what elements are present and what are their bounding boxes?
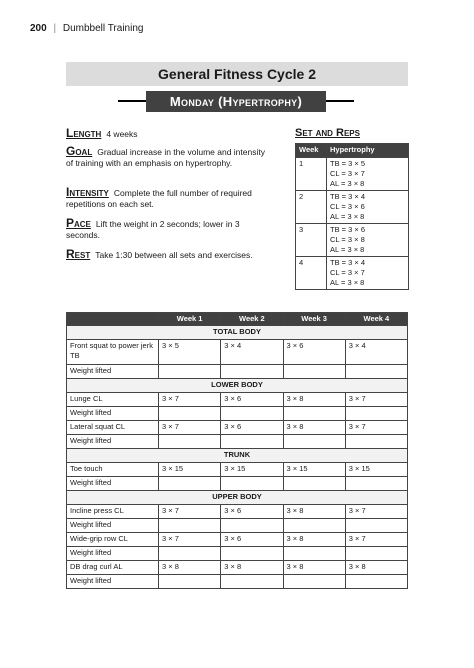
sets-reps-table [295,143,409,290]
weight-row [67,547,408,561]
schedule-header [67,313,159,326]
weight-cell [283,365,345,379]
prescription-cell [327,224,409,257]
weight-row [67,407,408,421]
sets-cell: 3 × 7 [345,393,407,407]
exercise-row [67,421,408,435]
exercise-name: DB drag curl AL [67,561,159,575]
weight-cell [283,435,345,449]
definition-pace [66,218,266,241]
running-head [30,23,143,34]
sets-cell: 3 × 8 [283,505,345,519]
schedule-header: Week 3 [283,313,345,326]
exercise-row [67,340,408,365]
sets-reps-header-row [296,144,409,158]
definition-text: 4 weeks [106,129,138,139]
weight-cell [345,435,407,449]
weight-cell [221,477,283,491]
sets-cell: 3 × 6 [283,340,345,365]
sets-cell: 3 × 7 [159,505,221,519]
definition-term: Rest [66,247,91,261]
section-row [67,491,408,505]
sets-reps-row [296,224,409,257]
exercise-name: Wide-grip row CL [67,533,159,547]
prescription-line: CL = 3 × 8 [330,235,365,244]
prescription-line: CL = 3 × 6 [330,202,365,211]
sets-reps-header: Hypertrophy [327,144,409,158]
weight-cell [221,365,283,379]
sets-cell: 3 × 6 [221,533,283,547]
weight-row [67,477,408,491]
section-heading: UPPER BODY [67,491,408,505]
sets-cell: 3 × 7 [159,393,221,407]
definition-text: Complete the full number of required repetitions on each set. [66,188,252,209]
weight-cell [159,547,221,561]
sets-cell: 3 × 7 [159,421,221,435]
weight-cell [345,575,407,589]
definition-intensity [66,187,266,210]
sets-cell: 3 × 6 [221,505,283,519]
week-number: 1 [296,158,327,191]
prescription-line: AL = 3 × 8 [330,278,365,287]
definition-goal [66,146,266,169]
sets-cell: 3 × 8 [283,561,345,575]
schedule-header: Week 2 [221,313,283,326]
sets-cell: 3 × 6 [221,393,283,407]
weight-cell [345,477,407,491]
sets-reps-header: Week [296,144,327,158]
weight-cell [283,477,345,491]
weight-cell [159,365,221,379]
sets-cell: 3 × 8 [345,561,407,575]
weight-cell [283,575,345,589]
exercise-row [67,505,408,519]
week-number: 3 [296,224,327,257]
page-number: 200 [30,23,47,34]
sets-cell: 3 × 8 [283,533,345,547]
sets-cell: 3 × 7 [345,421,407,435]
weight-cell [345,519,407,533]
weight-cell [345,365,407,379]
weight-cell [345,407,407,421]
section-row [67,379,408,393]
week-number: 2 [296,191,327,224]
prescription-line: TB = 3 × 4 [330,258,366,267]
prescription-cell [327,158,409,191]
definition-term: Pace [66,216,91,230]
prescription-cell [327,191,409,224]
sets-cell: 3 × 7 [159,533,221,547]
prescription-line: CL = 3 × 7 [330,169,365,178]
definition-term: Intensity [66,185,109,199]
weight-cell [159,519,221,533]
prescription-line: AL = 3 × 8 [330,212,365,221]
section-row [67,326,408,340]
prescription-line: CL = 3 × 7 [330,268,365,277]
sets-cell: 3 × 7 [345,505,407,519]
weight-cell [221,547,283,561]
schedule-header: Week 4 [345,313,407,326]
sets-reps-row [296,257,409,290]
sets-cell: 3 × 8 [283,421,345,435]
prescription-line: TB = 3 × 4 [330,192,366,201]
prescription-line: TB = 3 × 5 [330,159,366,168]
sets-cell: 3 × 8 [159,561,221,575]
week-number: 4 [296,257,327,290]
sets-cell: 3 × 8 [221,561,283,575]
sets-cell: 3 × 8 [283,393,345,407]
weight-cell [159,575,221,589]
weight-label: Weight lifted [67,435,159,449]
exercise-row [67,561,408,575]
definition-text: Lift the weight in 2 seconds; lower in 3 seconds. [66,219,240,240]
banner-rule-right [324,100,354,102]
section-heading: LOWER BODY [67,379,408,393]
section-heading: TRUNK [67,449,408,463]
sets-cell: 3 × 15 [221,463,283,477]
schedule-header: Week 1 [159,313,221,326]
weight-cell [283,547,345,561]
definition-term: Goal [66,144,93,158]
weight-row [67,575,408,589]
weight-cell [283,407,345,421]
exercise-name: Lateral squat CL [67,421,159,435]
definition-text: Gradual increase in the volume and intensity of training with an emphasis on hypertrophy. [66,147,265,168]
exercise-name: Toe touch [67,463,159,477]
weight-cell [159,477,221,491]
weight-label: Weight lifted [67,547,159,561]
day-banner: Monday (Hypertrophy) [146,91,326,112]
definition-text: Take 1:30 between all sets and exercises. [95,250,253,260]
weight-row [67,435,408,449]
sets-cell: 3 × 15 [345,463,407,477]
banner-rule-left [118,100,148,102]
weekly-schedule-table [66,312,408,589]
page-title: General Fitness Cycle 2 [66,62,408,86]
weight-cell [345,547,407,561]
definition-term: Length [66,126,102,140]
weight-label: Weight lifted [67,575,159,589]
prescription-cell [327,257,409,290]
running-head-section: Dumbbell Training [62,23,144,34]
prescription-line: AL = 3 × 8 [330,179,365,188]
running-head-separator: | [53,23,57,34]
weight-cell [221,575,283,589]
definition-rest [66,249,266,261]
definition-length [66,128,266,140]
sets-cell: 3 × 4 [345,340,407,365]
exercise-name: Incline press CL [67,505,159,519]
section-row [67,449,408,463]
prescription-line: AL = 3 × 8 [330,245,365,254]
weight-row [67,519,408,533]
prescription-line: TB = 3 × 6 [330,225,366,234]
weight-cell [221,435,283,449]
sets-cell: 3 × 6 [221,421,283,435]
sets-reps-row [296,158,409,191]
sets-reps-title: Set and Reps [295,127,360,139]
sets-cell: 3 × 15 [159,463,221,477]
weight-cell [159,435,221,449]
exercise-row [67,463,408,477]
section-heading: TOTAL BODY [67,326,408,340]
exercise-row [67,393,408,407]
weight-row [67,365,408,379]
schedule-header-row [67,313,408,326]
weight-label: Weight lifted [67,365,159,379]
weight-label: Weight lifted [67,407,159,421]
sets-cell: 3 × 5 [159,340,221,365]
weight-cell [221,407,283,421]
exercise-name: Lunge CL [67,393,159,407]
weight-label: Weight lifted [67,477,159,491]
weight-cell [221,519,283,533]
sets-reps-row [296,191,409,224]
weight-label: Weight lifted [67,519,159,533]
exercise-row [67,533,408,547]
sets-cell: 3 × 4 [221,340,283,365]
sets-cell: 3 × 7 [345,533,407,547]
exercise-name: Front squat to power jerk TB [67,340,159,365]
sets-cell: 3 × 15 [283,463,345,477]
weight-cell [283,519,345,533]
weight-cell [159,407,221,421]
